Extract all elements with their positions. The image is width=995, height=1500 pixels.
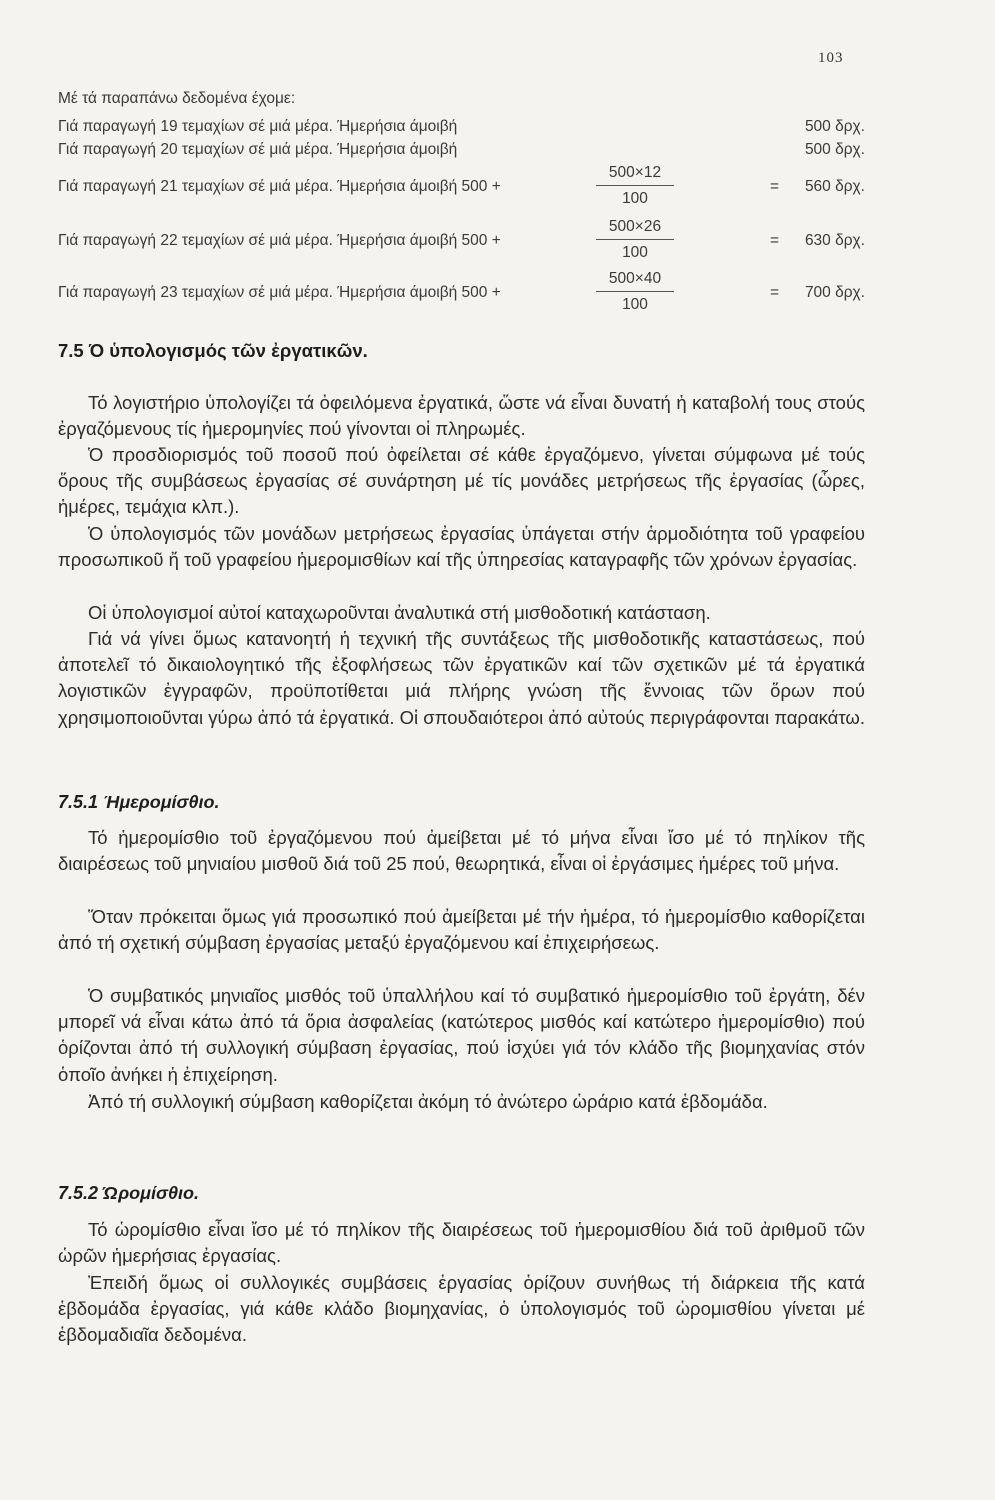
fraction <box>596 218 674 262</box>
calc-intro: Μέ τά παραπάνω δεδομένα έχομε: <box>58 90 296 107</box>
calc-row-amount: 560 δρχ. <box>804 178 865 195</box>
calc-row-amount: 700 δρχ. <box>804 284 865 301</box>
fraction-denominator: 100 <box>622 190 648 207</box>
paragraph: Ὁ ὑπολογισμός τῶν μονάδων μετρήσεως ἐργασίας ὑπάγεται στήν ἁρμοδιότητα τοῦ γραφείου προσωπικοῦ ἤ τοῦ γραφείου ἡμερομισθίων καί τῆς ὑπηρεσίας καταγραφῆς τῶν χρόνων ἐργασίας. <box>58 523 865 571</box>
paragraph: Γιά νά γίνει ὅμως κατανοητή ἡ τεχνική τῆς συντάξεως τῆς μισθοδοτικῆς καταστάσεως, πού ἀποτελεῖ τό δικαιολογητικό τῆς ἐξοφλήσεως τῶν ἐργατικῶν καί τῶν σχετικῶν μέ τά ἐργατικά λογιστικῶν ἐγγραφῶν, προϋποτίθεται μιά πλήρης γνώση τῆς ἔννοιας τῶν ὅρων πού χρησιμοποιοῦνται γύρω ἀπό τά ἐργατικά. Οἱ σπουδαιότεροι ἀπό αὐτούς περιγράφονται παρακάτω. <box>58 628 865 728</box>
fraction-numerator: 500×12 <box>596 164 674 186</box>
paragraph: Ὁ προσδιορισμός τοῦ ποσοῦ πού ὀφείλεται σέ κάθε ἐργαζόμενο, γίνεται σύμφωνα μέ τούς ὅρους τῆς συμβάσεως ἐργασίας σέ συνάρτηση μέ τίς μονάδες μετρήσεως τῆς ἐργασίας (ὧρες, ἡμέρες, τεμάχια κλπ.). <box>58 444 865 518</box>
equals-sign: = <box>770 178 780 195</box>
paragraph: Ὅταν πρόκειται ὅμως γιά προσωπικό πού ἀμείβεται μέ τήν ἡμέρα, τό ἡμερομίσθιο καθορίζεται ἀπό τή σχετική σύμβαση ἐργασίας μεταξύ ἐργαζόμενου καί ἐπιχειρήσεως. <box>58 906 865 954</box>
fraction <box>596 270 674 314</box>
section-7-5-2-title: 7.5.2 Ώρομίσθιο. <box>58 1183 200 1203</box>
calc-row-amount: 630 δρχ. <box>804 232 865 249</box>
equals-sign: = <box>770 232 780 249</box>
calc-row-label: Γιά παραγωγή 23 τεμαχίων σέ μιά μέρα. Ήμερήσια άμοιβή 500 + <box>58 284 501 301</box>
paragraph: Οἱ ὑπολογισμοί αὐτοί καταχωροῦνται ἀναλυτικά στή μισθοδοτική κατάσταση. <box>88 602 711 623</box>
paragraph: Τό ἡμερομίσθιο τοῦ ἐργαζόμενου πού ἀμείβεται μέ τό μήνα εἶναι ἴσο μέ τό πηλίκον τῆς διαιρέσεως τοῦ μηνιαίου μισθοῦ διά τοῦ 25 πού, θεωρητικά, εἶναι οἱ ἐργάσιμες ἡμέρες τοῦ μήνα. <box>58 827 865 875</box>
section-7-5-1-title: 7.5.1 Ήμερομίσθιο. <box>58 792 220 812</box>
calc-row-amount: 500 δρχ. <box>804 141 865 158</box>
calc-row-label: Γιά παραγωγή 22 τεμαχίων σέ μιά μέρα. Ήμερήσια άμοιβή 500 + <box>58 232 501 249</box>
calc-row-label: Γιά παραγωγή 20 τεμαχίων σέ μιά μέρα. Ήμερήσια άμοιβή <box>58 141 458 158</box>
fraction-denominator: 100 <box>622 244 648 261</box>
fraction-denominator: 100 <box>622 296 648 313</box>
fraction <box>596 164 674 208</box>
paragraph: Ἐπειδή ὅμως οἱ συλλογικές συμβάσεις ἐργασίας ὁρίζουν συνήθως τή διάρκεια τῆς κατά ἑβδομάδα ἐργασίας, γιά κάθε κλάδο βιομηχανίας, ὁ ὑπολογισμός τοῦ ὡρομισθίου γίνεται μέ ἑβδομαδιαῖα δεδομένα. <box>58 1272 865 1346</box>
page-number: 103 <box>818 50 844 66</box>
fraction-numerator: 500×26 <box>596 218 674 240</box>
equals-sign: = <box>770 284 780 301</box>
calc-row-label: Γιά παραγωγή 21 τεμαχίων σέ μιά μέρα. Ήμερήσια άμοιβή 500 + <box>58 178 501 195</box>
fraction-numerator: 500×40 <box>596 270 674 292</box>
section-7-5-title: 7.5 Ό ὑπολογισμός τῶν ἐργατικῶν. <box>58 340 368 361</box>
paragraph: Τό ὡρομίσθιο εἶναι ἴσο μέ τό πηλίκον τῆς διαιρέσεως τοῦ ἡμερομισθίου διά τοῦ ἀριθμοῦ τῶν ὡρῶν ἡμερήσιας ἐργασίας. <box>58 1219 865 1267</box>
paragraph: Ὁ συμβατικός μηνιαῖος μισθός τοῦ ὑπαλλήλου καί τό συμβατικό ἡμερομίσθιο τοῦ ἐργάτη, δέν μπορεῖ νά εἶναι κάτω ἀπό τά ὅρια ἀσφαλείας (κατώτερος μισθός καί κατώτερο ἡμερομίσθιο) πού ὁρίζονται ἀπό τή συλλογική σύμβαση ἐργασίας, πού ἰσχύει γιά τόν κλάδο τῆς βιομηχανίας στόν ὁποῖο ἀνήκει ἡ ἐπιχείρηση. <box>58 985 865 1085</box>
paragraph: Ἀπό τή συλλογική σύμβαση καθορίζεται ἀκόμη τό ἀνώτερο ὡράριο κατά ἑβδομάδα. <box>88 1091 768 1112</box>
paragraph: Τό λογιστήριο ὑπολογίζει τά ὀφειλόμενα ἐργατικά, ὥστε νά εἶναι δυνατή ἡ καταβολή τους στούς ἐργαζόμενους τίς ἡμερομηνίες πού γίνονται οἱ πληρωμές. <box>58 392 865 440</box>
calc-row-amount: 500 δρχ. <box>804 118 865 135</box>
calc-row-label: Γιά παραγωγή 19 τεμαχίων σέ μιά μέρα. Ήμερήσια άμοιβή <box>58 118 458 135</box>
